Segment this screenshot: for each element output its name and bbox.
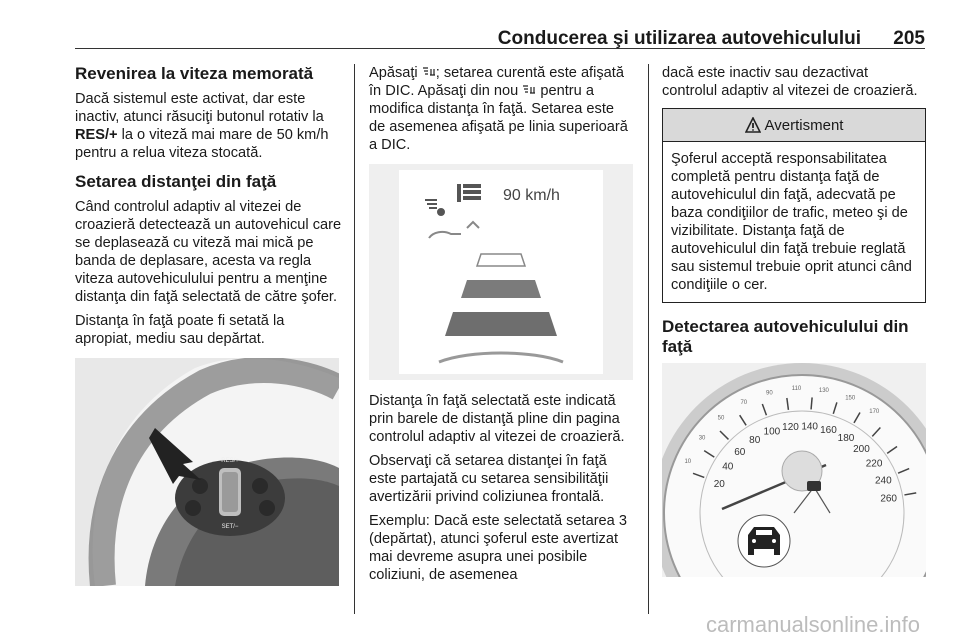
text-run: ; setarea curentă este afişată în DIC. Apăsaţi din nou <box>369 65 624 99</box>
speedo-tick-label: 160 <box>820 425 837 437</box>
speedometer-figure <box>662 363 926 577</box>
distance-bar-2 <box>461 280 541 298</box>
speedo-outer-tick-label: 110 <box>791 386 802 393</box>
dic-display-figure <box>369 164 633 380</box>
section-heading-following-distance: Setarea distanţei din faţă <box>75 172 277 191</box>
speedo-tick-label: 60 <box>734 446 746 458</box>
distance-bars-icon <box>457 184 481 202</box>
speedo-tick-label: 40 <box>722 461 734 473</box>
column-divider <box>354 64 355 614</box>
res-label: RES/+ <box>75 127 118 143</box>
text-run: Apăsaţi <box>369 65 422 81</box>
paragraph-distance-options: Distanţa în faţă poate fi setată la apropiat, mediu sau depărtat. <box>75 313 285 347</box>
watermark: carmanualsonline.info <box>705 612 920 637</box>
page-header <box>75 28 925 56</box>
section-heading-resume-speed: Revenirea la viteza memorată <box>75 64 314 83</box>
steering-wheel-figure <box>75 358 339 586</box>
paragraph-press-button <box>369 64 633 154</box>
paragraph-continuation: dacă este inactiv sau dezactivat controlul adaptiv al vitezei de croazieră. <box>662 65 918 99</box>
res-button-label: RES/+ <box>221 458 239 464</box>
paragraph-distance-bars: Distanţa în faţă selectată este indicată prin barele de distanţă pline din pagina controlul adaptiv al vitezei de croazieră. <box>369 393 625 445</box>
speedo-outer-tick-label: 90 <box>766 390 773 397</box>
paragraph-resume <box>75 90 343 162</box>
speedo-tick-label: 80 <box>749 434 761 446</box>
paragraph-shared-setting: Observaţi că setarea distanţei în faţă este partajată cu setarea sensibilităţii avertizării privind coliziunea frontală. <box>369 453 609 505</box>
column-3 <box>662 64 926 577</box>
page-number: 205 <box>893 28 925 49</box>
speedo-tick-label: 120 <box>782 421 799 433</box>
warning-box <box>662 108 926 303</box>
distance-bar-3 <box>445 312 557 336</box>
speedo-outer-tick-label: 10 <box>684 458 692 465</box>
speedo-tick-label: 240 <box>874 475 892 487</box>
warning-header <box>663 109 925 142</box>
speedometer-illustration <box>662 363 926 577</box>
column-2 <box>369 64 633 590</box>
speedo-tick-label: 180 <box>837 432 855 444</box>
distance-bar-1 <box>477 254 525 266</box>
speedo-outer-tick-label: 150 <box>845 395 856 402</box>
warning-triangle-icon <box>745 117 761 133</box>
paragraph-example: Exemplu: Dacă este selectată setarea 3 (depărtat), atunci şoferul este avertizat mai devreme asupra unei posibile coliziuni, de asemenea <box>369 513 627 583</box>
speedo-outer-tick-label: 50 <box>717 415 725 422</box>
header-rule <box>75 48 925 49</box>
speedo-tick-label: 20 <box>713 478 725 490</box>
text-run: pentru a modifica distanţa în faţă. Setarea este de asemenea afişată pe linia superioară a DIC. <box>369 83 628 153</box>
speedo-tick-label: 260 <box>880 493 898 505</box>
paragraph-following-distance: Când controlul adaptiv al vitezei de croazieră detectează un autovehicul care se deplasează cu viteză mai mică pe banda de deplasare, acesta va regla viteza autovehiculului pentru a menţine distanţa din faţă selectată de către şofer. <box>75 199 342 305</box>
follow-distance-icon <box>522 84 536 96</box>
set-button-label: SET/− <box>221 524 239 530</box>
speedo-outer-tick-label: 30 <box>698 435 706 442</box>
warning-body <box>663 142 925 302</box>
column-divider <box>648 64 649 614</box>
column-1 <box>75 64 343 586</box>
steering-wheel-illustration <box>75 358 339 586</box>
vehicle-ahead-indicator-icon <box>807 481 821 491</box>
speedo-tick-label: 220 <box>865 458 883 470</box>
dic-display-illustration <box>369 164 633 380</box>
warning-title: Avertisment <box>764 116 844 134</box>
speedo-tick-label: 140 <box>801 421 819 433</box>
speedo-outer-tick-label: 130 <box>818 387 829 394</box>
speedo-tick-label: 200 <box>853 444 870 456</box>
speedo-tick-label: 100 <box>763 426 781 438</box>
section-heading-vehicle-ahead: Detectarea autovehiculului din faţă <box>662 317 909 356</box>
dic-speed-readout: 90 km/h <box>503 187 560 204</box>
speedo-tick-mark <box>811 397 812 409</box>
header-title: Conducerea şi utilizarea autovehiculului <box>497 28 861 49</box>
follow-distance-icon <box>422 66 436 78</box>
speedo-outer-tick-label: 70 <box>740 400 748 407</box>
speedo-outer-tick-label: 170 <box>869 408 880 415</box>
text-run: la o viteză mai mare de 50 km/h pentru a relua viteza stocată. <box>75 127 329 161</box>
warning-text: Şoferul acceptă responsabilitatea completă pentru distanţa faţă de autovehiculul din faţă, adecvată pe baza condiţiilor de trafic, meteo şi de vizibilitate. Distanţa faţă de autovehiculul din faţă trebuie reglată sau sistemul trebuie oprit atunci când condiţiile o cer. <box>671 151 912 293</box>
text-run: Dacă sistemul este activat, dar este inactiv, atunci răsuciţi butonul rotativ la <box>75 91 324 125</box>
